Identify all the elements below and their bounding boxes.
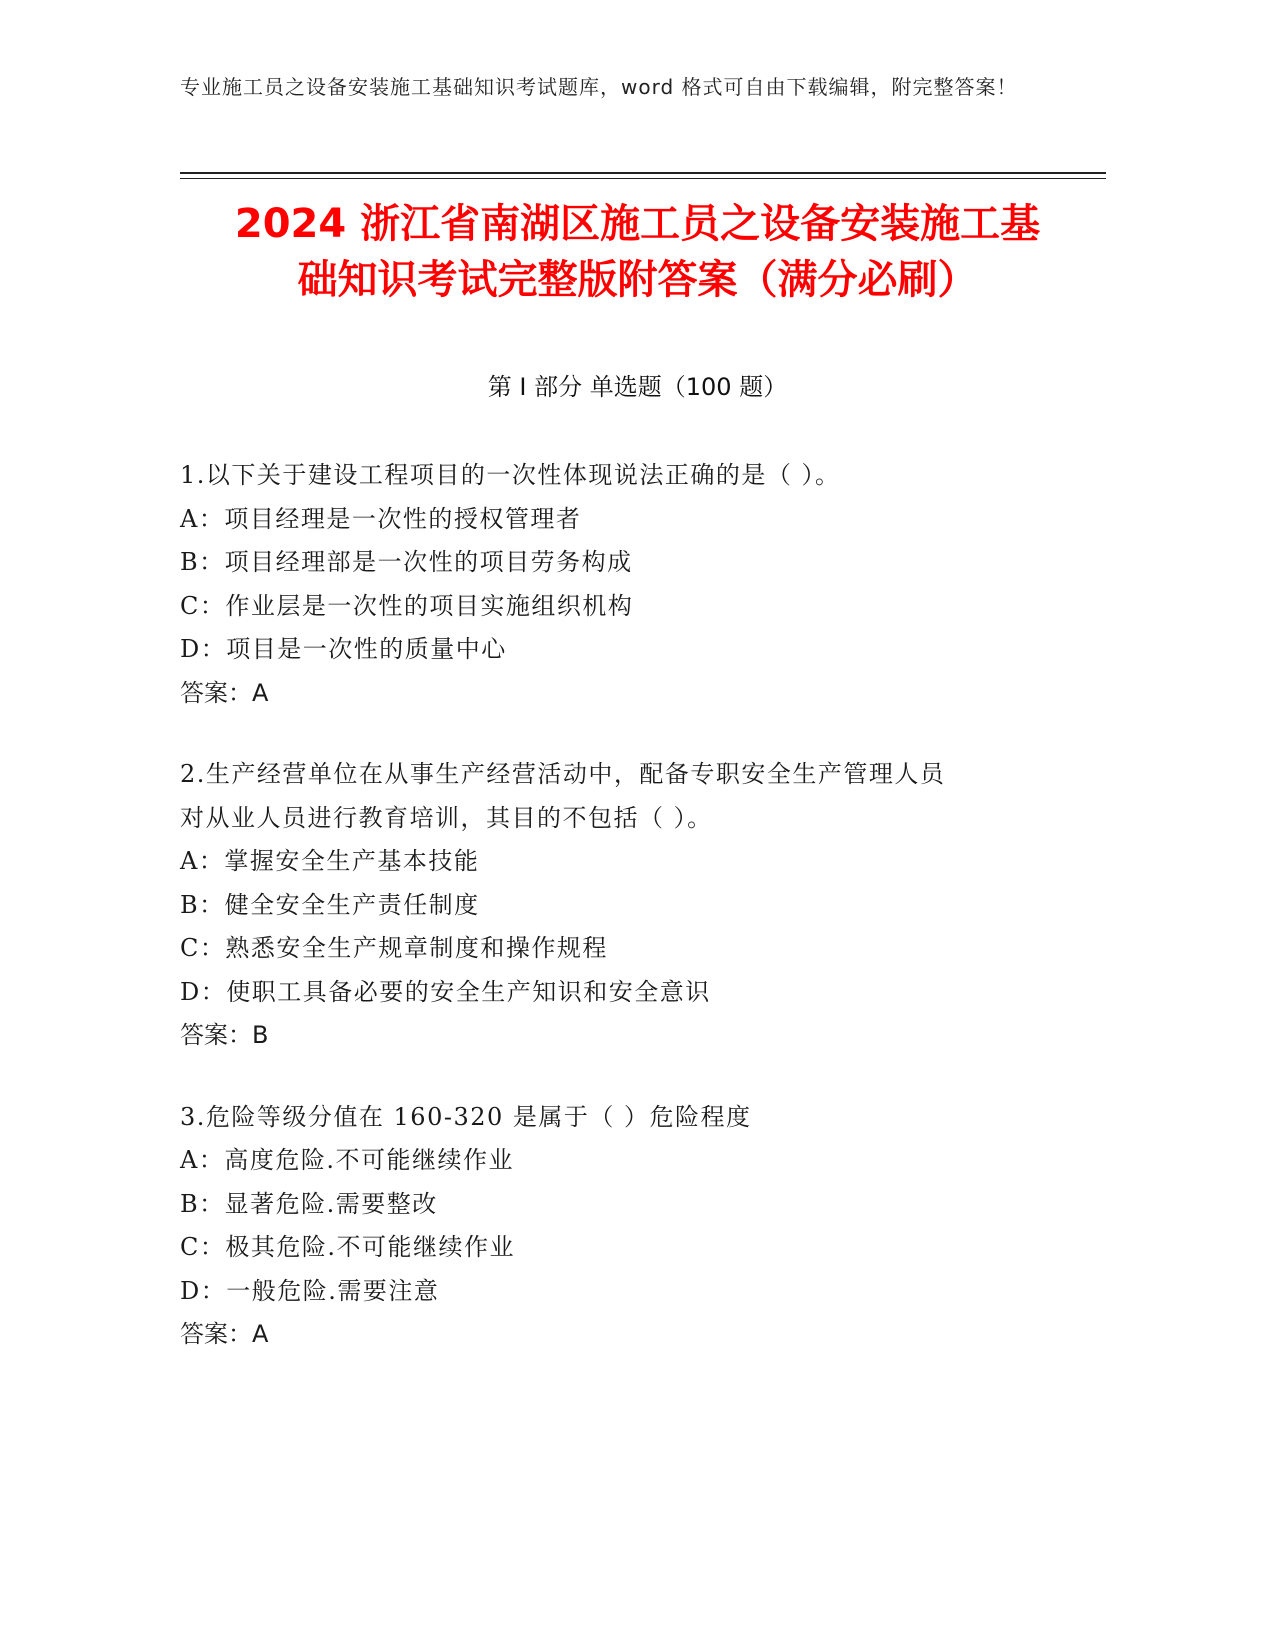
answer: 答案：B [180, 1021, 269, 1049]
answer: 答案：A [180, 678, 269, 707]
document-title-line-2: 础知识考试完整版附答案（满分必刷） [297, 257, 978, 303]
option-a: A：掌握安全生产基本技能 [180, 847, 480, 875]
option-c: C：熟悉安全生产规章制度和操作规程 [180, 934, 608, 962]
document-title [150, 196, 1125, 308]
question-stem: 1.以下关于建设工程项目的一次性体现说法正确的是（ ）。 [180, 461, 841, 489]
option-b: B：显著危险.需要整改 [180, 1189, 438, 1218]
option-a: A：项目经理是一次性的授权管理者 [180, 504, 582, 533]
section-title: 第 I 部分 单选题（100 题） [487, 373, 788, 401]
option-d: D：项目是一次性的质量中心 [180, 635, 507, 663]
option-a: A：高度危险.不可能继续作业 [180, 1146, 514, 1174]
header-note: 专业施工员之设备安装施工基础知识考试题库，word 格式可自由下载编辑，附完整答案！ [180, 75, 1018, 99]
question-item [180, 454, 1080, 715]
option-d: D：使职工具备必要的安全生产知识和安全意识 [180, 977, 711, 1006]
question-list [180, 454, 1080, 1395]
document-title-line-1: 2024 浙江省南湖区施工员之设备安装施工基 [234, 201, 1041, 247]
header-divider-thick [180, 172, 1106, 174]
option-b: B：项目经理部是一次性的项目劳务构成 [180, 548, 633, 576]
option-c: C：作业层是一次性的项目实施组织机构 [180, 591, 634, 620]
question-stem: 2.生产经营单位在从事生产经营活动中，配备专职安全生产管理人员 [180, 760, 946, 788]
question-stem-continued: 对从业人员进行教育培训，其目的不包括（ ）。 [180, 803, 713, 832]
option-c: C：极其危险.不可能继续作业 [180, 1233, 515, 1261]
option-b: B：健全安全生产责任制度 [180, 890, 480, 919]
question-item [180, 753, 1080, 1058]
answer: 答案：A [180, 1320, 269, 1348]
option-d: D：一般危险.需要注意 [180, 1276, 440, 1305]
question-stem: 3.危险等级分值在 160-320 是属于（ ）危险程度 [180, 1102, 752, 1131]
header-divider-thin [180, 178, 1106, 179]
question-item [180, 1096, 1080, 1357]
